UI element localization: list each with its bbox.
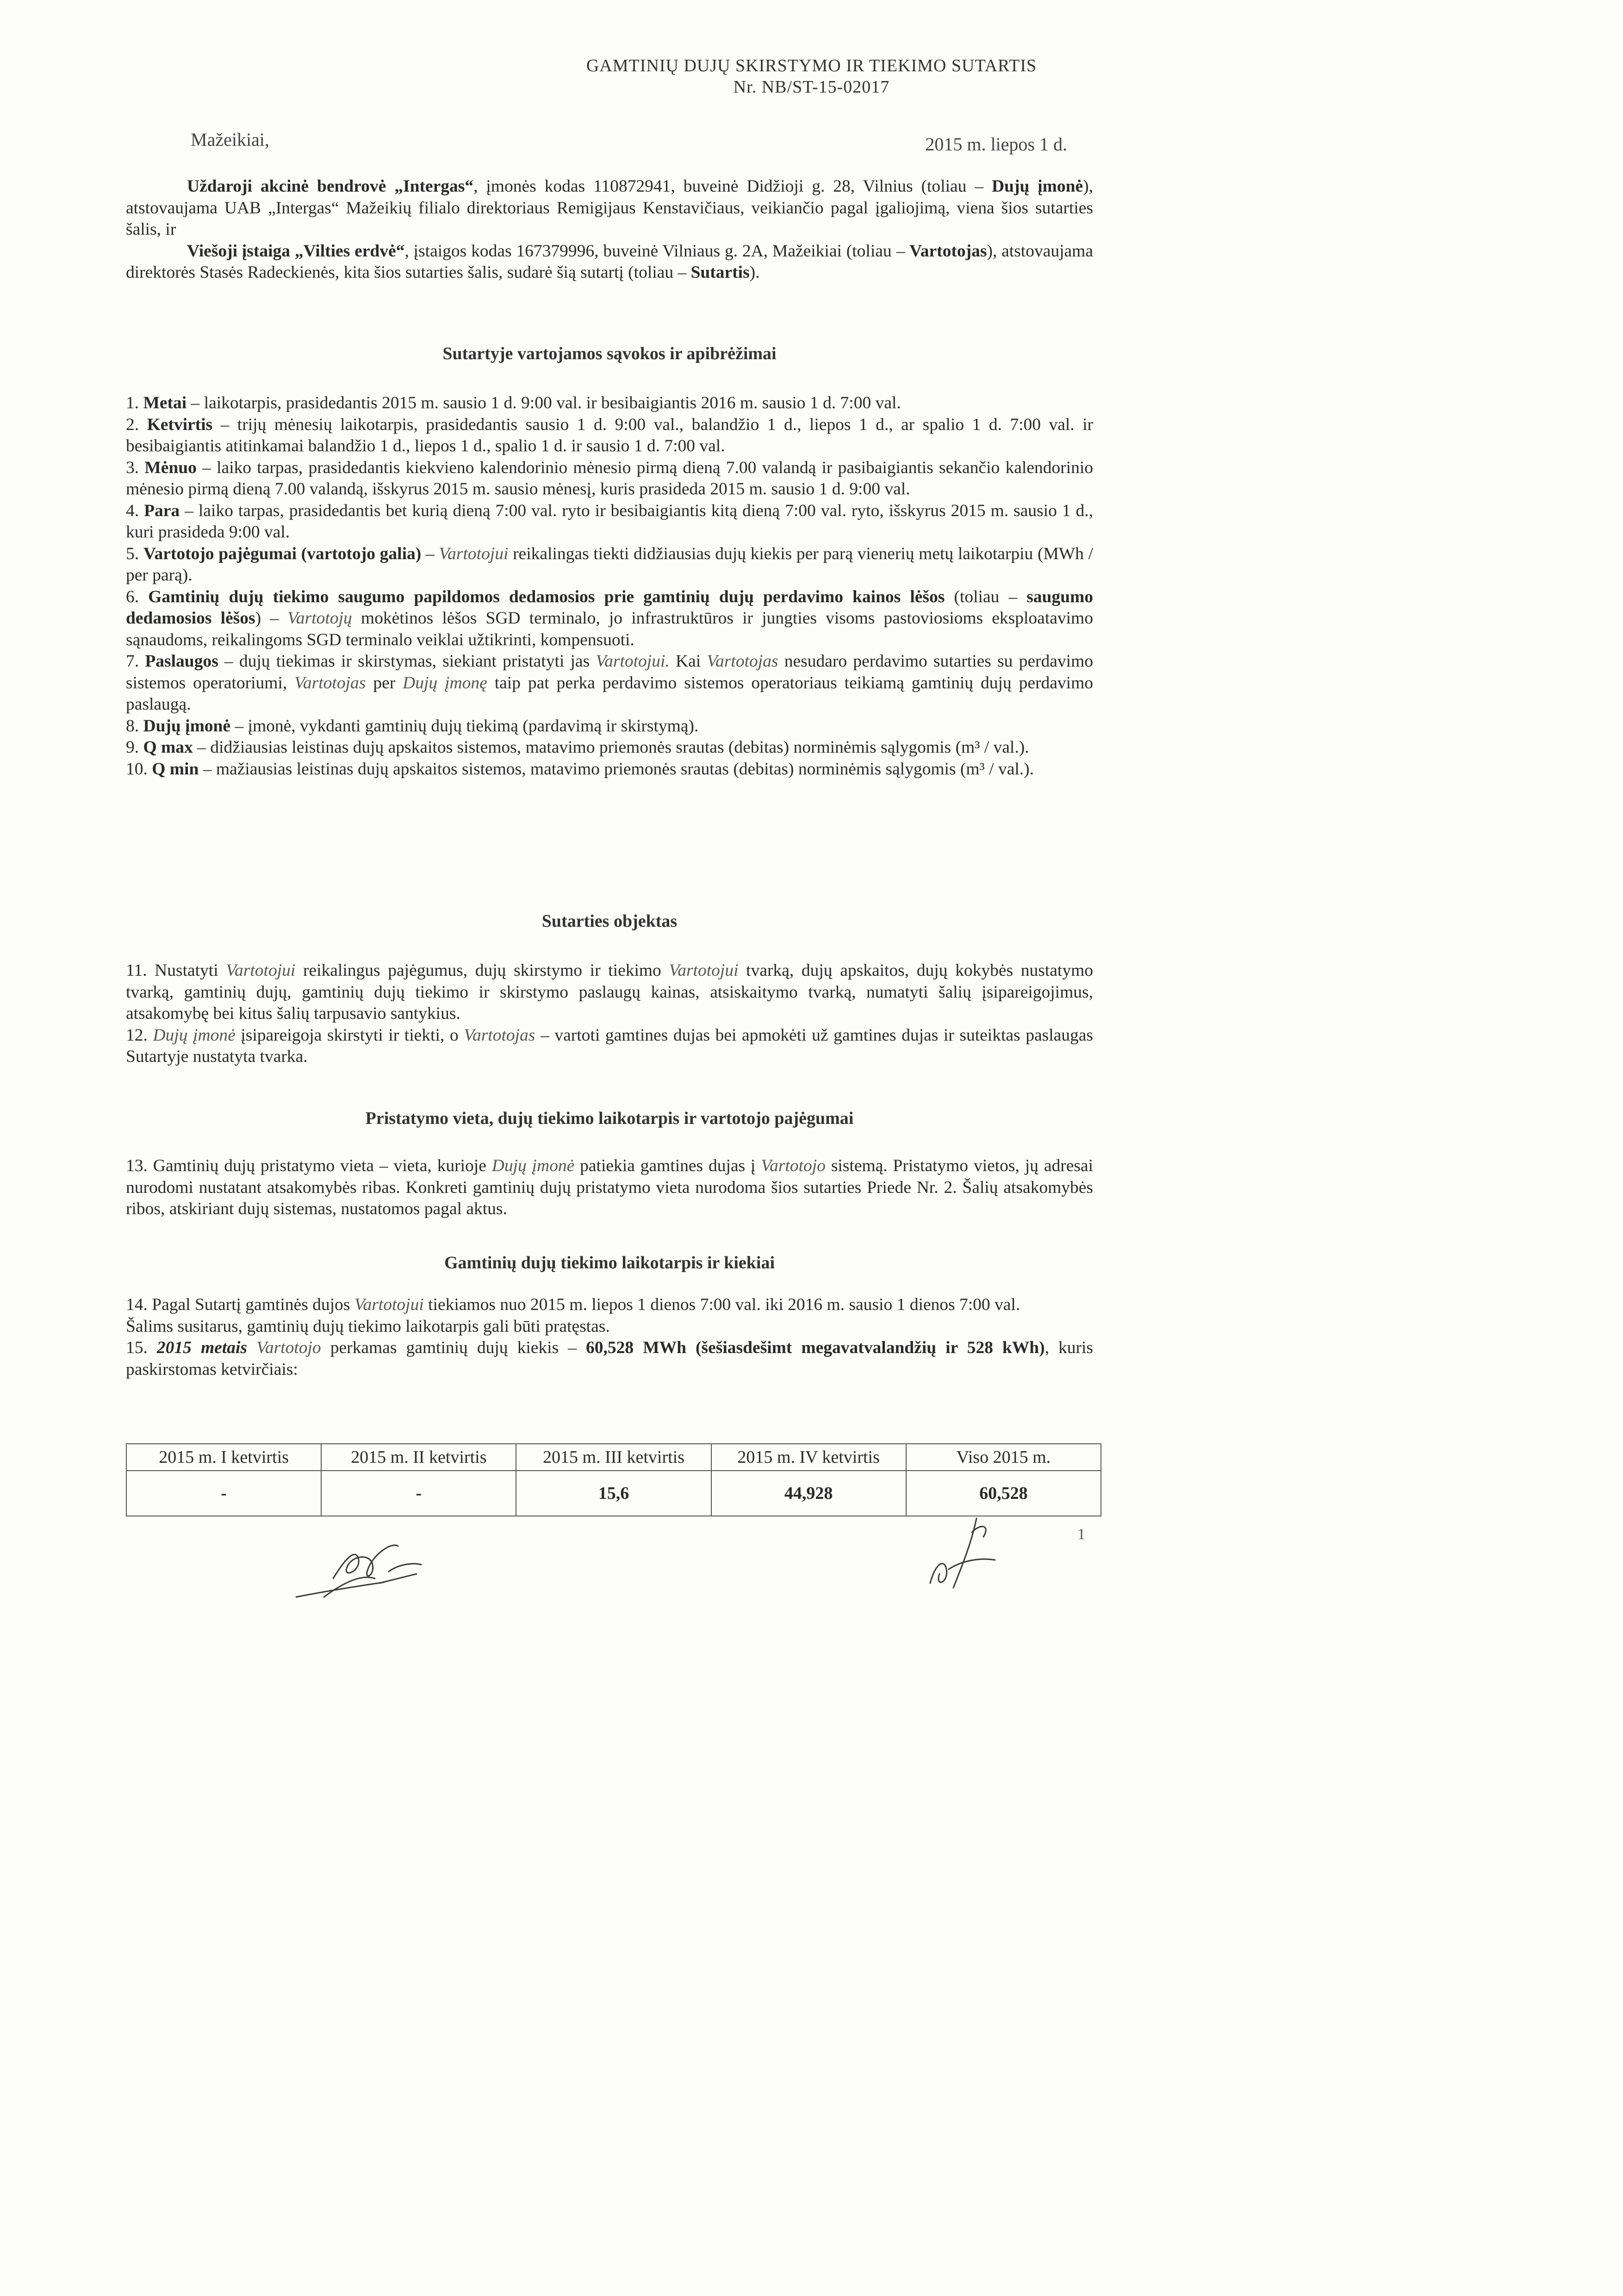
table-row bbox=[126, 1471, 1101, 1516]
clause-11: 11. Nustatyti Vartotojui reikalingus pajėgumus, dujų skirstymo ir tiekimo Vartotojui tvarką, dujų apskaitos, dujų kokybės nustatymo tvarką, gamtinių dujų, gamtinių dujų tiekimo ir skirstymo paslaugų kainas, atsiskaitymo tvarką, numatyti šalių įsipareigojimus, atsakomybę bei kitus šalių tarpusavio santykius. bbox=[126, 961, 1094, 1023]
signature-right bbox=[902, 1514, 1023, 1597]
document-title: GAMTINIŲ DUJŲ SKIRSTYMO IR TIEKIMO SUTARTIS bbox=[586, 56, 1037, 75]
table-header-cell: 2015 m. IV ketvirtis bbox=[711, 1444, 906, 1471]
table-header-cell: 2015 m. I ketvirtis bbox=[126, 1444, 321, 1471]
definition-8: 8. Dujų įmonė – įmonė, vykdanti gamtinių dujų tiekimą (pardavimą ir skirstymą). bbox=[126, 716, 699, 736]
heading-period: Gamtinių dujų tiekimo laikotarpis ir kiekiai bbox=[444, 1253, 775, 1273]
signature-left bbox=[278, 1528, 463, 1606]
heading-definitions: Sutartyje vartojamos sąvokos ir apibrėžimai bbox=[442, 344, 777, 363]
table-header-row bbox=[126, 1444, 1101, 1471]
definition-9: 9. Q max – didžiausias leistinas dujų apskaitos sistemos, matavimo priemonės srautas (debitas) norminėmis sąlygomis (m³ / val.). bbox=[126, 738, 1029, 757]
definition-10: 10. Q min – mažiausias leistinas dujų apskaitos sistemos, matavimo priemonės srautas (debitas) norminėmis sąlygomis (m³ / val.). bbox=[126, 759, 1034, 779]
quarters-table bbox=[126, 1443, 1101, 1516]
heading-delivery: Pristatymo vieta, dujų tiekimo laikotarpis ir vartotojo pajėgumai bbox=[365, 1109, 854, 1128]
delivery-block bbox=[126, 1155, 1093, 1220]
date: 2015 m. liepos 1 d. bbox=[925, 134, 1067, 155]
table-header-cell: 2015 m. III ketvirtis bbox=[516, 1444, 711, 1471]
definition-2: 2. Ketvirtis – trijų mėnesių laikotarpis, prasidedantis sausio 1 d. 9:00 val., balandžio 1 d., liepos 1 d., ar spalio 1 d. 7:00 val. ir besibaigiantis atitinkamai balandžio 1 d., liepos 1 d., spalio 1 d. ir sausio 1 d. 7:00 val. bbox=[126, 415, 1093, 455]
clause-13: 13. Gamtinių dujų pristatymo vieta – vieta, kurioje Dujų įmonė patiekia gamtines dujas į Vartotojo sistemą. Pristatymo vietos, jų adresai nurodomi nustatant atsakomybės ribas. Konkreti gamtinių dujų pristatymo vieta nurodoma šios sutarties Priede Nr. 2. Šalių atsakomybės ribos, atskiriant dujų sistemas, nustatomos pagal aktus. bbox=[126, 1156, 1093, 1218]
definition-3: 3. Mėnuo – laiko tarpas, prasidedantis kiekvieno kalendorinio mėnesio pirmą dieną 7.00 valandą ir pasibaigiantis sekančio kalendorinio mėnesio pirmą dieną 7.00 valandą, išskyrus 2015 m. sausio mėnesį, kuris prasideda 2015 m. sausio 1 d. 9:00 val. bbox=[126, 458, 1093, 499]
table-cell: 44,928 bbox=[711, 1471, 906, 1516]
clause-14: 14. Pagal Sutartį gamtinės dujos Vartotojui tiekiamos nuo 2015 m. liepos 1 dienos 7:00 val. iki 2016 m. sausio 1 dienos 7:00 val. bbox=[126, 1295, 1020, 1314]
party-2: Viešoji įstaiga „Vilties erdvė“, įstaigos kodas 167379996, buveinė Vilniaus g. 2A, Mažeikiai (toliau – Vartotojas), atstovaujama direktorės Stasės Radeckienės, kita šios sutarties šalis, sudarė šią sutartį (toliau – Sutartis). bbox=[126, 241, 1093, 282]
place: Mažeikiai, bbox=[191, 129, 269, 150]
party-1: Uždaroji akcinė bendrovė „Intergas“, įmonės kodas 110872941, buveinė Didžioji g. 28, Vilnius (toliau – Dujų įmonė), atstovaujama UAB „Intergas“ Mažeikių filialo direktoriaus Remigijaus Kenstavičiaus, veikiančio pagal įgaliojimą, viena šios sutarties šalis, ir bbox=[126, 177, 1094, 239]
document-number: Nr. NB/ST-15-02017 bbox=[733, 77, 890, 97]
definition-7: 7. Paslaugos – dujų tiekimas ir skirstymas, siekiant pristatyti jas Vartotojui. Kai Vartotojas nesudaro perdavimo sutarties su perdavimo sistemos operatoriumi, Vartotojas per Dujų įmonę taip pat perka perdavimo sistemos operatoriaus teikiamą gamtinių dujų perdavimo paslaugą. bbox=[126, 652, 1093, 714]
object-block bbox=[126, 960, 1093, 1068]
clause-12: 12. Dujų įmonė įsipareigoja skirstyti ir tiekti, o Vartotojas – vartoti gamtines dujas bei apmokėti už gamtines dujas ir suteiktas paslaugas Sutartyje nustatyta tvarka. bbox=[126, 1025, 1093, 1066]
definition-1: 1. Metai – laikotarpis, prasidedantis 2015 m. sausio 1 d. 9:00 val. ir besibaigiantis 2016 m. sausio 1 d. 7:00 val. bbox=[126, 393, 901, 412]
definitions-block bbox=[126, 393, 1093, 780]
table-cell: - bbox=[126, 1471, 321, 1516]
heading-object: Sutarties objektas bbox=[541, 911, 678, 931]
table-cell: - bbox=[321, 1471, 516, 1516]
definition-4: 4. Para – laiko tarpas, prasidedantis bet kurią dieną 7:00 val. ryto ir besibaigiantis kitą dieną 7:00 val. ryto, išskyrus 2015 m. sausio 1 d., kuri prasideda 9:00 val. bbox=[126, 501, 1094, 542]
definition-5: 5. Vartotojo pajėgumai (vartotojo galia) – Vartotojui reikalingas tiekti didžiausias dujų kiekis per parą vienerių metų laikotarpiu (MWh / per parą). bbox=[126, 544, 1094, 585]
clause-14-extension: Šalims susitarus, gamtinių dujų tiekimo laikotarpis gali būti pratęstas. bbox=[126, 1316, 610, 1336]
definition-6: 6. Gamtinių dujų tiekimo saugumo papildomos dedamosios prie gamtinių dujų perdavimo kainos lėšos (toliau – saugumo dedamosios lėšos) – Vartotojų mokėtinos lėšos SGD terminalo, jo infrastruktūros ir jungties visoms pastoviosioms eksploatavimo sąnaudoms, reikalingoms SGD terminalo veiklai užtikrinti, kompensuoti. bbox=[126, 587, 1094, 649]
table-cell: 60,528 bbox=[906, 1471, 1101, 1516]
period-block bbox=[126, 1294, 1093, 1380]
parties-block bbox=[126, 176, 1093, 284]
clause-15: 15. 2015 metais Vartotojo perkamas gamtinių dujų kiekis – 60,528 MWh (šešiasdešimt megavatvalandžių ir 528 kWh), kuris paskirstomas ketvirčiais: bbox=[126, 1338, 1094, 1379]
table-cell: 15,6 bbox=[516, 1471, 711, 1516]
table-header-cell: 2015 m. II ketvirtis bbox=[321, 1444, 516, 1471]
page-number: 1 bbox=[1077, 1526, 1085, 1543]
table-header-cell: Viso 2015 m. bbox=[906, 1444, 1101, 1471]
